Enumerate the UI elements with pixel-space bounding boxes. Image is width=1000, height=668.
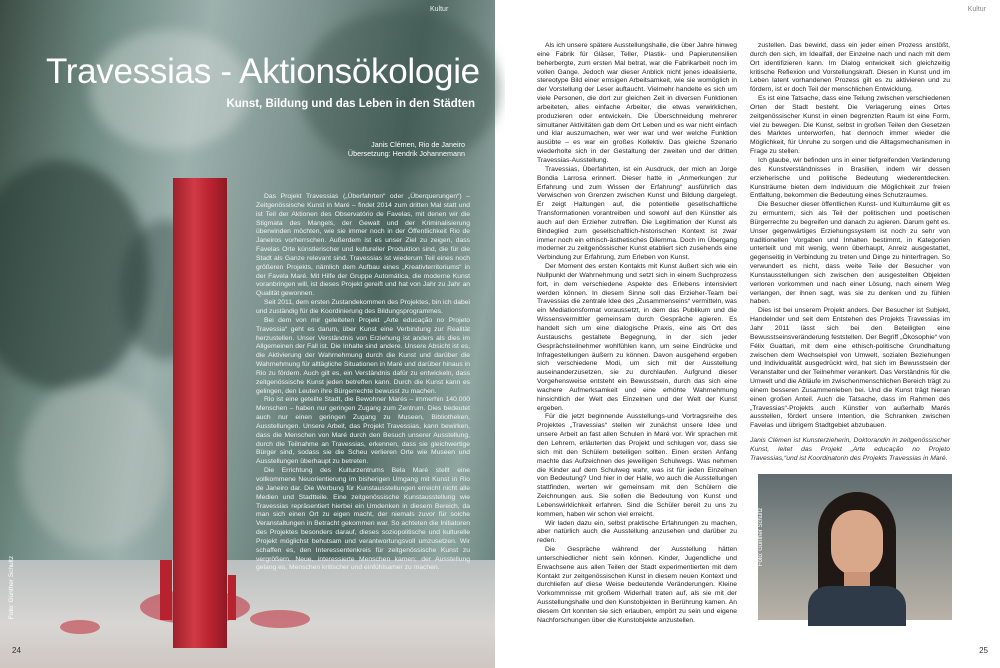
page-number-right: 25 <box>979 646 988 655</box>
body-paragraph: Als ich unsere spätere Ausstellungshalle, die über Jahre hinweg eine Fabrik für Gläser, Teller, Plastik- und Papierutensilien beherbergte, zum ersten Mal betrat, war die Fabrikarbeit noch im vollen Gange. Jedoch war dieser Anblick nicht jenes idealisierte, stereotype Bild einer emsigen Arbeitsamkeit, wie sie womöglich in der Vorstellung der Leser auftaucht. Vielmehr handelte es sich um viele Personen, die dort zur gleichen Zeit in diversen Funktionen arbeiteten, alles einfache Arbeiter, die etwas verwirklichen, produzieren oder entwickeln. Die Überschneidung mehrerer simultaner Aktivitäten gab dem Ort Leben und es war nicht einfach und klar auszumachen, wer wer war und wer welche Funktion ausübte – es war ein großes Kollektiv. Das gleiche Szenario wiederholte sich in der Gestaltung der zweiten und der dritten Travessias-Ausstellung. <box>537 42 737 164</box>
author-bio: Janis Clémen ist Kunsterzieherin, Doktorandin in zeitgenössischer Kunst, leitet das Projekt „Arte educação no Projeto Travessias,“und ist Koordinatorin des Projekts Travessias in Maré. <box>750 437 950 462</box>
byline <box>348 140 465 158</box>
body-paragraph: Für die jetzt beginnende Ausstellungs-und Vortragsreihe des Projektes „Travessias“ stellen wir zunächst unsere Idee und unsere Arbeit an fast allen Schulen in Maré vor. Wir sprachen mit den Lehrern, erläuterten das Projekt und schlugen vor, dass sie sich mit den Schülern beteiligen sollten. Einen ersten Anfang machte das Aufzeichnen des jeweiligen Schulwegs. Was nehmen die Kinder auf dem Schulweg wahr, was ist für jeden Einzelnen von Bedeutung? Und hier in der Halle, wo auch die Ausstellungen stattfinden, werten wir gemeinsam mit den Schülern die Zeichnungen aus. Sie sollen die Bedeutung von Kunst und Lebenswirklichkeit erfahren. Sind die Schüler bereit zu uns zu kommen, haben wir schon viel erreicht. <box>537 413 737 518</box>
left-body-text <box>256 193 470 629</box>
red-paint-column <box>173 178 227 648</box>
body-paragraph: Bei dem von mir geleiteten Projekt „Arte educação no Projeto Travessia“ geht es darum, über Kunst eine Verbindung zur Realität herzustellen. Unser Verständnis von Erziehung ist anders als dies im Allgemeinen der Fall ist. Die Inhalte sind andere. Unsere Absicht ist es, die Aktivierung der Wahrnehmung durch die Kunst und darüber die Wahrnehmung für alltägliche Situationen in Maré und darüber hinaus in Rio zu fördern. Auch gilt es, ein Verständnis dafür zu entwickeln, dass zeitgenössische Kunst jeden betreffen kann. Durch die Kunst kann es gelingen, den Leuten ihre Bürgerrechte bewusst zu machen. <box>256 316 470 395</box>
body-paragraph: Das Projekt Travessias („Überfahrten“ oder „Überquerungen“) – Zeitgenössische Kunst in Maré – findet 2014 zum dritten Mal statt und ist Teil der Aktionen des Observatório de Favelas, mit denen wir die Stigmata des Mangels, der Gewalt und der Kriminalisierung überwinden möchten, wie sie immer noch in der Öffentlichkeit Rio de Janeiros vorherrschen. Außerdem ist es unser Ziel zu zeigen, dass Favelas Orte künstlerischer und kultureller Produktion sind, die für die Stadt als Ganze relevant sind. Travessias ist wiederum Teil eines noch größeren Projekts, nämlich dem Aufbau eines „Kreativterritoriums“ in der Favela Maré. Mit Hilfe der Gruppe Automática, die moderne Kunst voranbringen will, ist dieses Projekt gereift und hat von Jahr zu Jahr an Qualität gewonnen. <box>256 193 470 298</box>
body-paragraph: Seit 2011, dem ersten Zustandekommen des Projektes, bin ich dabei und zuständig für die Koordinierung des Bildungsprogrammes. <box>256 299 470 315</box>
right-page <box>505 0 1000 668</box>
running-head-right: Kultur <box>967 6 986 13</box>
body-paragraph: Rio ist eine geteilte Stadt, die Bewohner Marés – immerhin 140.000 Menschen – haben nur geringen Zugang zum Zentrum. Dies bedeutet auch nur einen geringen Zugang zu Museen, Bibliotheken, Ausstellungen. Unsere Arbeit, das Projekt Travessias, kann bewirken, dass die Menschen von Maré durch den Besuch unserer Ausstellung, durch die Teilnahme an Travessias, erkennen, dass sie gleichwertige Bürger sind, sodass sie die Scheu verlieren Orte wie Museen und Ausstellungen überhaupt zu betreten. <box>256 396 470 466</box>
running-head-left: Kultur <box>430 6 449 13</box>
body-paragraph: Ich glaube, wir befinden uns in einer tiefgreifenden Veränderung des Kunstverständnisses in Brasilien, indem wir dessen erzieherische und politische Bedeutung wiederentdecken. Kunsträume bieten dem Individuum die Möglichkeit zur freien Entfaltung, bekommen die Bedeutung eines Schutzraumes. <box>750 156 950 200</box>
body-paragraph: Travessias, Überfahrten, ist ein Ausdruck, der mich an Jorge Bondia Larrosa erinnert. Dieser hatte in „Anmerkungen zur Erfahrung und zum Wissen der Erfahrung“ ausführlich das Verwischen von Grenzen zwischen Kunst und Bildung dargelegt. Er zeigt Haltungen auf, die potentielle gesellschaftliche Transformationen vorantreiben und sowohl auf den Künstler als auch auf den Erzieher zutreffen. Die Legitimation der Kunst als Bindeglied zum gesellschaftlich-historischen Kontext ist zwar immer noch ein ethisch-ästhetisches Dilemma. Doch im Übergang moderner zu zeitgenössischer Kunst etabliert sich zusehends eine Verbindung zur Erfahrung, zum Erleben von Kunst. <box>537 165 737 262</box>
text-column-1 <box>537 42 737 624</box>
page-number-left: 24 <box>12 646 21 655</box>
author-portrait-photo <box>758 474 952 620</box>
article-subtitle: Kunst, Bildung und das Leben in den Städten <box>226 98 475 110</box>
photo-credit <box>4 555 16 620</box>
text-column-2 <box>750 42 950 462</box>
body-paragraph: Die Besucher dieser öffentlichen Kunst- und Kulturräume gilt es zu ermuntern, sich als Teil der politischen und poetischen Bürgerrechte zu begreifen und danach zu agieren. Darum geht es. Unser gegenwärtiges Erziehungssystem ist noch zu sehr von traditionellen Vorgaben und Inhalten bestimmt, in Kategorien unterteilt und mit wenig, wenn überhaupt, Anreiz ausgestattet, gegenseitig in Verbindung zu treten und Dinge zu hinterfragen. So verwundert es nicht, dass weite Teile der Besucher von Kunstausstellungen sich zwischen den ausgestellten Objekten verloren vorkommen und nach einer Lösung, nach einem Weg verlangen, der ihnen sagt, was sie zu denken und zu fühlen haben. <box>750 201 950 306</box>
body-paragraph: Wir laden dazu ein, selbst praktische Erfahrungen zu machen, aber natürlich auch die Ausstellung anzusehen und darüber zu reden. <box>537 519 737 545</box>
body-paragraph: Dies ist bei unserem Projekt anders. Der Besucher ist Subjekt, Handelnder und seit dem Entstehen des Projekts Travessias im Jahr 2011 lässt sich bei den Beteiligten eine Bewusstseinsveränderung feststellen. Der Begriff „Ökosophie“ von Félix Guattari, mit dem eine ethisch-politische Grundhaltung zwischen dem Wechselspiel von Umwelt, sozialen Beziehungen und Individualität ausgedrückt wird, hat sich im Bewusstsein der Veranstalter und der Teilnehmer verankert. Das Verständnis für die Umwelt und die Abläufe im zwischenmenschlichen Bereich trägt zu einem besseren Zusammenleben bei. Und die Kunst trägt hieran einen großen Anteil. Auch die Tatsache, dass im Rahmen des „Travessias“-Projekts auch Künstler von außerhalb Marés ausstellen, fördert unsere Intention, die Schranken zwischen Favelas und übrigem Stadtgebiet abzubauen. <box>750 307 950 430</box>
body-paragraph: Die Errichtung des Kulturzentrums Bela Maré stellt eine vollkommene Neuorientierung im bisherigen Umgang mit Kunst in Rio de Janeiro dar. Die Werbung für Kunstausstellungen erreicht nicht alle Medien und Stadtteile. Eine zeitgenössische Kunstausstellung wie Travessias repräsentiert hierbei ein Umdenken in diesem Bereich, da man sich einen Ort zu eigen macht, der niemals zuvor für solche Veranstaltungen in Betracht gekommen war. So achteten die Initiatoren des Projektes besonders darauf, dieses soziopolitische und kulturelle Projekt möglichst behutsam und verantwortungsvoll umzusetzen. Wir schaffen es, den Interessentenkreis für zeitgenössische Kunst zu vergrößern. Neue, interessierte Menschen kamen; der Ausstellung gelang es, Menschen kritischer und einfühlsamer zu machen. <box>256 467 470 572</box>
portrait-credit: Foto: Günther Schultz <box>758 507 765 567</box>
body-paragraph: Der Moment des ersten Kontakts mit Kunst äußert sich wie ein Nullpunkt der Wahrnehmung und setzt sich in einem Suchprozess fort, in dem verschiedene Aspekte des Erlebens intensiviert werden können. In diesem Sinne soll das Erzieher-Team bei Travessias die zentrale Idee des „Zusammenseins“ vermitteln, was ein Mediationsformat voraussetzt, in dem das Publikum und die Wissensvermittler gemeinsam durch Gespräche agieren. Es handelt sich um eine dialogische Praxis, eine als Ort des Austauschs gestaltete Begegnung, in der sich jeder Gesprächsteilnehmer wohlfühlen kann, um seine Eindrücke und Infragestellungen äußern zu können. Davon ausgehend ergeben sich verschiedene Modi, um sich mit der Ausstellung auseinanderzusetzen, sie zu durchlaufen. Aufgrund dieser Vorgehensweise entsteht ein Bewusstsein, durch das sich eine wachere Aufmerksamkeit und eine erhöhte Wahrnehmung hinsichtlich der Welt des Einzelnen und der Welt der Kunst ergeben. <box>537 263 737 412</box>
left-page <box>0 0 495 668</box>
article-title: Travessias - Aktionsökologie <box>46 52 480 91</box>
body-paragraph: Es ist eine Tatsache, dass eine Teilung zwischen verschiedenen Orten der Stadt besteht. Die Verlagerung eines Ortes zeitgenössischer Kunst in einen begrenzten Raum ist eine Form, viel zu bewegen. Die Kunst, selbst in großen Teilen den Gesetzen des Marktes unterworfen, hat dennoch immer wieder die Möglichkeit, für Unruhe zu sorgen und die Alltagsmechanismen in Frage zu stellen. <box>750 95 950 156</box>
body-paragraph: Die Gespräche während der Ausstellung hätten unterschiedlicher nicht sein können. Kinder, Jugendliche und Erwachsene aus allen Teilen der Stadt experimentierten mit dem Kontakt zur zeitgenössischen Kunst in diesem neuen Kontext und durchliefen auf diese Weise bedeutende Veränderungen. Kleine Vorkommnisse mit großem Widerhall traten auf, als sie mit der Ausstellungshalle und den Kunstobjekten in Berührung kamen. An diesem Ort konnten sie sich erlauben, empört zu sein und eigene Nachforschungen über die Kunstobjekte anzustellen. <box>537 546 737 624</box>
photo-credit-text: Foto: Günther Schultz <box>8 555 16 620</box>
byline-translation: Übersetzung: Hendrik Johannemann <box>347 149 465 158</box>
byline-author: Janis Clémen, Rio de Janeiro <box>371 140 465 149</box>
body-paragraph: zustellen. Das bewirkt, dass ein jeder einen Prozess anstößt, durch den sich, im Idealfall, der Einzelne nach und nach mit dem Ort identifizieren kann. Im Dialog entwickelt sich gleichzeitig kritische Reflexion und Vorstellungskraft. Diesen in Kunst und im Leben latent vorhandenen Prozess gilt es zu aktivieren und zu fördern, ist er doch Teil der menschlichen Entwicklung. <box>750 42 950 94</box>
